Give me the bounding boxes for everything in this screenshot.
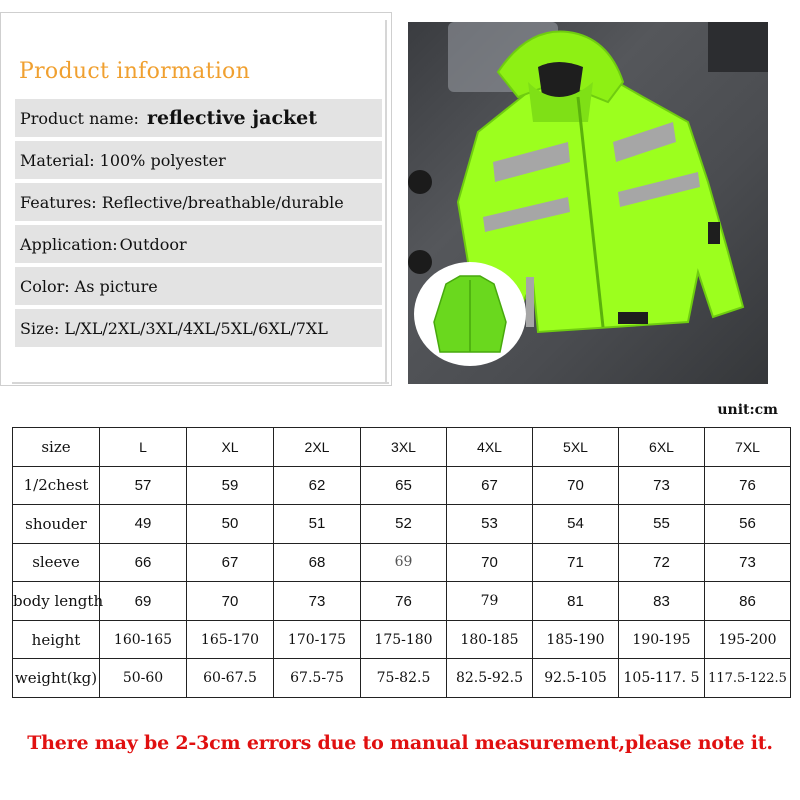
table-cell: 160-165 [100,620,187,659]
info-value: reflective jacket [146,107,318,129]
header-cell: L [100,428,187,467]
table-cell: 56 [705,505,791,544]
header-cell: 7XL [705,428,791,467]
table-cell: 175-180 [361,620,447,659]
table-cell: 59 [187,466,274,505]
table-cell: 53 [447,505,533,544]
table-row [13,582,791,621]
info-value: As picture [74,276,158,296]
info-value: 100% polyester [99,150,226,170]
info-value: Reflective/breathable/durable [101,192,344,212]
panel-shadow-right [385,20,387,382]
table-row [13,505,791,544]
table-cell: 49 [100,505,187,544]
table-cell: 57 [100,466,187,505]
table-row [13,620,791,659]
info-value: Outdoor [119,234,187,254]
table-cell: 69 [361,543,447,582]
row-label: sleeve [13,543,100,582]
table-cell: 75-82.5 [361,659,447,698]
table-cell: 72 [619,543,705,582]
table-cell: 50 [187,505,274,544]
panel-shadow-bottom [12,382,389,384]
table-cell: 50-60 [100,659,187,698]
table-cell: 83 [619,582,705,621]
header-cell: 5XL [533,428,619,467]
table-cell: 52 [361,505,447,544]
table-cell: 54 [533,505,619,544]
size-chart-table [12,427,791,698]
table-cell: 81 [533,582,619,621]
table-cell: 73 [705,543,791,582]
table-cell: 68 [274,543,361,582]
table-cell: 92.5-105 [533,659,619,698]
row-label: shouder [13,505,100,544]
info-row-product-name [15,99,382,137]
table-cell: 71 [533,543,619,582]
table-row [13,543,791,582]
table-cell: 73 [619,466,705,505]
table-cell: 76 [361,582,447,621]
table-cell: 185-190 [533,620,619,659]
info-value: L/XL/2XL/3XL/4XL/5XL/6XL/7XL [64,318,328,338]
row-label: height [13,620,100,659]
table-cell: 73 [274,582,361,621]
measurement-note: There may be 2-3cm errors due to manual measurement,please note it. [27,732,773,754]
table-row [13,466,791,505]
jacket-illustration [408,22,768,384]
table-cell: 76 [705,466,791,505]
header-cell: XL [187,428,274,467]
table-cell: 79 [447,582,533,621]
header-cell: 2XL [274,428,361,467]
info-row-color [15,267,382,305]
row-label: weight(kg) [13,659,100,698]
table-cell: 86 [705,582,791,621]
info-row-features [15,183,382,221]
table-cell: 65 [361,466,447,505]
table-cell: 180-185 [447,620,533,659]
reflective-jacket-photo [408,22,768,384]
info-row-size [15,309,382,347]
header-cell: 6XL [619,428,705,467]
info-label: Material: [20,150,95,170]
table-cell: 105-117. 5 [619,659,705,698]
row-label: body length [13,582,100,621]
info-title: Product information [19,59,251,84]
table-cell: 67 [447,466,533,505]
table-cell: 62 [274,466,361,505]
header-cell: 3XL [361,428,447,467]
info-label: Size: [20,318,60,338]
table-cell: 66 [100,543,187,582]
table-cell: 51 [274,505,361,544]
info-label: Application: [20,234,118,254]
header-cell: 4XL [447,428,533,467]
table-cell: 195-200 [705,620,791,659]
table-cell: 70 [533,466,619,505]
row-label: 1/2chest [13,466,100,505]
info-label: Product name: [20,108,139,128]
table-cell: 165-170 [187,620,274,659]
table-cell: 82.5-92.5 [447,659,533,698]
info-row-application [15,225,382,263]
table-cell: 70 [447,543,533,582]
table-cell: 55 [619,505,705,544]
table-cell: 69 [100,582,187,621]
table-header-row [13,428,791,467]
header-cell: size [13,428,100,467]
table-cell: 60-67.5 [187,659,274,698]
unit-label: unit:cm [717,402,778,418]
table-cell: 170-175 [274,620,361,659]
table-cell: 70 [187,582,274,621]
table-cell: 67 [187,543,274,582]
table-row [13,659,791,698]
table-cell: 190-195 [619,620,705,659]
info-label: Features: [20,192,97,212]
product-info-panel [0,12,392,386]
table-cell: 67.5-75 [274,659,361,698]
info-row-material [15,141,382,179]
table-cell: 117.5-122.5 [705,659,791,698]
info-label: Color: [20,276,70,296]
